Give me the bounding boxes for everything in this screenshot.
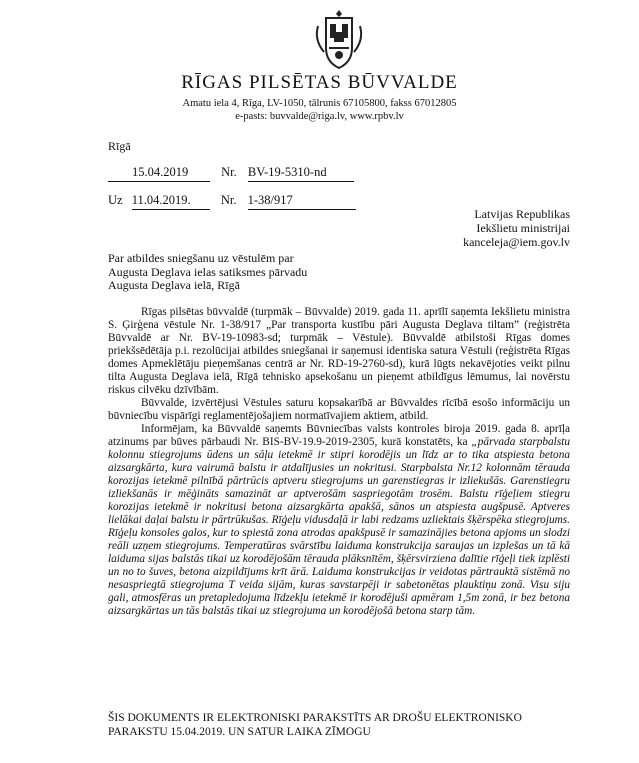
riga-coat-of-arms-icon	[312, 8, 366, 70]
address-line: Amatu iela 4, Rīga, LV-1050, tālrunis 67105800, fakss 67012805	[182, 98, 457, 109]
place-of-issue: Rīgā	[108, 139, 131, 153]
body-paragraph: Būvvalde, izvērtējusi Vēstules saturu kopsakarībā ar Būvvaldes rīcībā esošo informāciju un būvniecību vispārīgi reglamentējošajiem normatīvajiem aktiem, atbild.	[108, 397, 570, 422]
outgoing-number: BV-19-5310-nd	[248, 165, 354, 182]
notice-line: ŠIS DOKUMENTS IR ELEKTRONISKI PARAKSTĪTS AR DROŠU ELEKTRONISKO	[108, 712, 522, 724]
subject-line: Augusta Deglava ielā, Rīgā	[108, 278, 240, 292]
outgoing-reference	[108, 165, 354, 182]
incoming-number: 1-38/917	[248, 193, 356, 210]
recipient-block	[463, 207, 570, 249]
outgoing-date: 15.04.2019	[108, 165, 210, 182]
contact-line: e-pasts: buvvalde@riga.lv, www.rpbv.lv	[235, 111, 404, 122]
subject-line: Par atbildes sniegšanu uz vēstulēm par	[108, 251, 294, 265]
recipient-line: Latvijas Republikas	[474, 207, 570, 221]
incoming-reference	[108, 193, 356, 210]
recipient-email: kanceleja@iem.gov.lv	[463, 235, 570, 249]
incoming-date: 11.04.2019.	[132, 193, 210, 210]
org-title: RĪGAS PILSĒTAS BŪVVALDE	[181, 72, 458, 93]
paragraph-intro: Informējam, ka Būvvaldē saņemts Būvniecības valsts kontroles biroja 2019. gada 8. aprīļa atzinums par būves pārbaudi Nr. BIS-BV-19.9-2019-2305, kurā konstatēts, ka	[108, 423, 570, 448]
recipient-line: Iekšlietu ministrijai	[476, 221, 570, 235]
incoming-nr-label: Nr.	[220, 193, 237, 207]
body-paragraph: Rīgas pilsētas būvvaldē (turpmāk – Būvvalde) 2019. gada 11. aprīlī saņemta Iekšlietu ministra S. Ģirģena vēstule Nr. 1-38/917 „Par transporta kustību pāri Augusta Deglava tiltam” (reģistrēta Būvvaldē ar Nr. BV-19-10983-sd; turpmāk – Vēstule). Būvvaldē atbilstoši Rīgas domes priekšsēdētāja p.i. rezolūcijai atbildes sniegšanai ir saņemusi identiska satura Vēstuli (reģistrēta Rīgas domes Apmeklētāju pieņemšanas centrā ar Nr. RD-19-2760-sd), kurā lūgts nekavējoties veikt pilnu tilta Augusta Deglava ielā, Rīgā tehnisko apsekošanu un pieņemt atbildīgus lēmumus, lai novērstu riskus cilvēku dzīvībām.	[108, 306, 570, 396]
e-signature-notice	[108, 712, 522, 739]
outgoing-nr-label: Nr.	[221, 165, 237, 179]
letter-body	[108, 306, 570, 618]
body-paragraph	[108, 423, 570, 618]
subject-block	[108, 252, 307, 293]
incoming-prefix: Uz	[108, 193, 123, 207]
notice-line: PARAKSTU 15.04.2019. UN SATUR LAIKA ZĪMOGU	[108, 725, 371, 738]
inspection-quote: „pārvada starpbalstu kolonnu stiegrojums ūdens un sāļu ietekmē ir stipri korodējis un līdz ar to tika atspiesta betona aizsargkārta, kura vairumā balstu ir atdalījusies un nokritusi. Starpbalsta Nr.12 kolonnām tērauda korozijas ietekmē pilnībā pārtrūcis aptveru stiegrojums un garenstiegras ir izliekušās. Garenstiegru izliekšanās ir mēģināts samazināt ar aptverošām saspriegotām trosēm. Balstu rīģeļiem stiegru korozijas ietekmē ir nokritusi betona aizsargkārta apakšā, sānos un atspiesta augšpusē. Aptveres lielākai daļai balstu ir pārtrūkušas. Rīģeļu vidusdaļā ir labi redzams uzliektais šķērspēka stiegrojums. Rīģeļu konsoles galos, kur to spiestā zona atrodas apakšpusē ir samazinājies betona apjoms un slodzi reāli uzņem stiegrojums. Temperatūras svārstību laiduma konstrukcija saraujas un izplešas un tā kā laiduma sijas balstās tikai uz korodējošām tērauda plāksnītēm, šķērsvirziena dalītie rīģeļi tiek izplēsti un no to šuves, betona aizpildījums krīt ārā. Laiduma konstrukcijas ir veidotas pārtrauktā sistēmā no nesaspriegtā stiegrojuma T veida sijām, kuras savstarpēji ir sabetonētas plauktiņu zonā. Visu siju gali, atmosfēras un pretapledojuma līdzekļu ietekmē ir korodējuši apmēram 1,5m zonā, ir bez betona aizsargkārtas un tās balstās tikai uz stiegrojuma un korodējošā betona starp tām.	[108, 436, 571, 617]
subject-line: Augusta Deglava ielas satiksmes pārvadu	[108, 264, 308, 279]
